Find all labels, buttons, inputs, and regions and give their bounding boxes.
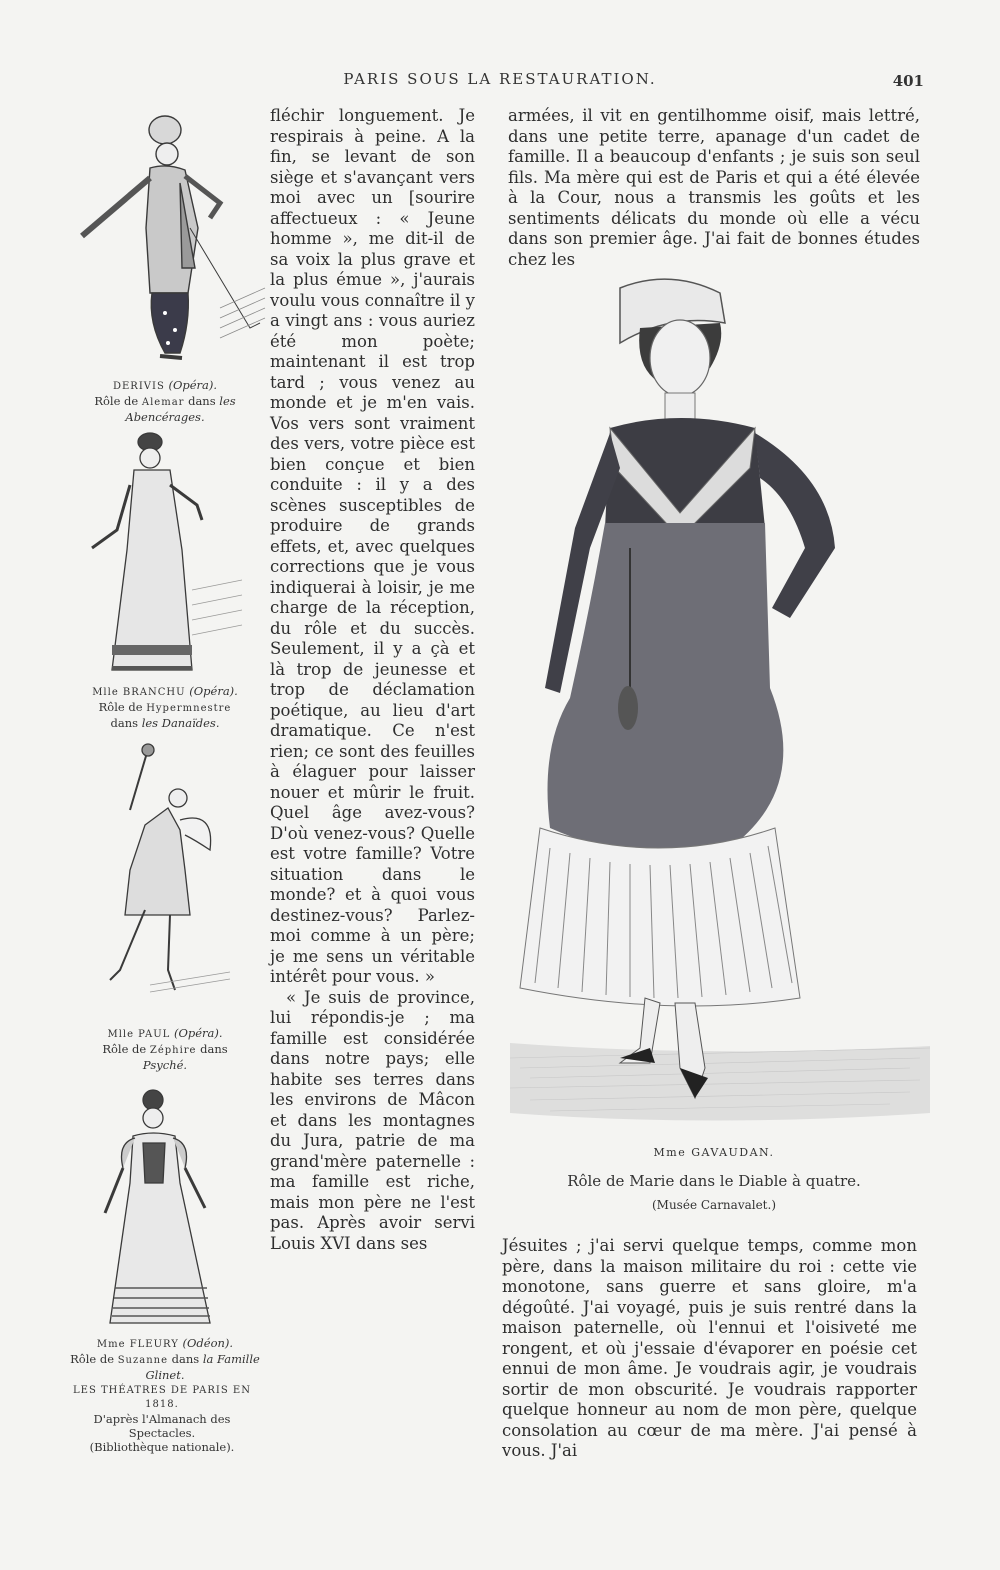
paragraph: Jésuites ; j'ai servi quelque temps, comme mon père, dans la maison militaire du roi : cette vie monotone, sans guerre et sans gloire, m'a dégoûté. J'ai voyagé, puis je suis rentré dans la maison paternelle, où l'ennui et l'oisiveté me rongent, et où j'essaie d'évaporer en poésie cet ennui de mon âme. Je voudrais agir, je voudrais sortir de mon obscurité. Je voudrais rapporter quelque honneur au nom de mon père, quelque consolation au cœur de ma mère. J'ai pensé à vous. J'ai bbox=[502, 1236, 917, 1460]
running-title: PARIS SOUS LA RESTAURATION. bbox=[343, 70, 657, 88]
text-column-right-bottom bbox=[502, 1236, 917, 1460]
main-figure-name: Mme GAVAUDAN. bbox=[653, 1146, 775, 1159]
caption-fleury: Mme FLEURY (Odéon). Rôle de Suzanne dans la Famille Glinet. bbox=[70, 1336, 260, 1382]
main-figure-source: (Musée Carnavalet.) bbox=[651, 1198, 777, 1212]
paragraph: armées, il vit en gentilhomme oisif, mais lettré, dans une petite terre, apanage d'un cadet de famille. Il a beaucoup d'enfants ; je suis son seul fils. Ma mère qui est de Paris et qui a été élevée à la Cour, nous a transmis les goûts et les sentiments délicats du monde où elle a vécu dans son premier âge. J'ai fait de bonnes études chez les bbox=[508, 106, 920, 269]
caption-paul: Mlle PAUL (Opéra). Rôle de Zéphire dans Psyché. bbox=[102, 1026, 228, 1072]
paragraph: fléchir longuement. Je respirais à peine. A la fin, se levant de son siège et s'avançant vers moi avec un [sourire affectueux : « Jeune homme », me dit-il de sa voix la plus grave et la plus émue », j'aurais voulu vous connaître il y a vingt ans : vous auriez été mon poète; maintenant il est trop tard ; vous venez au monde et je m'en vais. Vos vers sont vraiment des vers, votre pièce est bien conçue et bien conduite : il y a des scènes susceptibles de produire de grands effets, et, avec quelques corrections que je vous indiquerai à loisir, je me charge de la réception, du rôle et du succès. Seulement, il y a çà et là trop de jeunesse et trop de déclamation poétique, au lieu d'art dramatique. Ce n'est rien; ce sont des feuilles à élaguer pour laisser nouer et mûrir le fruit. Quel âge avez-vous? D'où venez-vous? Quelle est votre famille? Votre situation dans le monde? et à quoi vous destinez-vous? Parlez-moi comme à un père; je me sens un véritable intérêt pour vous. » bbox=[270, 106, 475, 986]
caption-branchu: Mlle BRANCHU (Opéra). Rôle de Hypermnestre dans les Danaïdes. bbox=[92, 684, 238, 730]
engraving-fleury bbox=[85, 1088, 245, 1330]
illustration-credit: LES THÉATRES DE PARIS EN 1818. D'après l'Almanach des Spectacles. (Bibliothèque nationale). bbox=[73, 1385, 251, 1454]
text-column-right-top bbox=[508, 106, 920, 269]
engraving-gavaudan bbox=[510, 268, 930, 1128]
paragraph: « Je suis de province, lui répondis-je ; ma famille est considérée dans notre pays; elle habite ses terres dans les environs de Mâcon et dans les montagnes du Jura, patrie de ma grand'mère paternelle : ma famille est riche, mais mon père ne l'est pas. Après avoir servi Louis XVI dans ses bbox=[270, 987, 475, 1253]
page-number: 401 bbox=[892, 72, 924, 90]
engraving-paul bbox=[90, 740, 240, 1002]
caption-derivis: DERIVIS (Opéra). Rôle de Alemar dans les Abencérages. bbox=[94, 378, 236, 424]
engraving-branchu bbox=[72, 430, 247, 678]
text-column-middle bbox=[270, 106, 475, 1446]
engraving-derivis bbox=[70, 108, 270, 370]
main-figure-role: Rôle de Marie dans le Diable à quatre. bbox=[567, 1172, 861, 1190]
